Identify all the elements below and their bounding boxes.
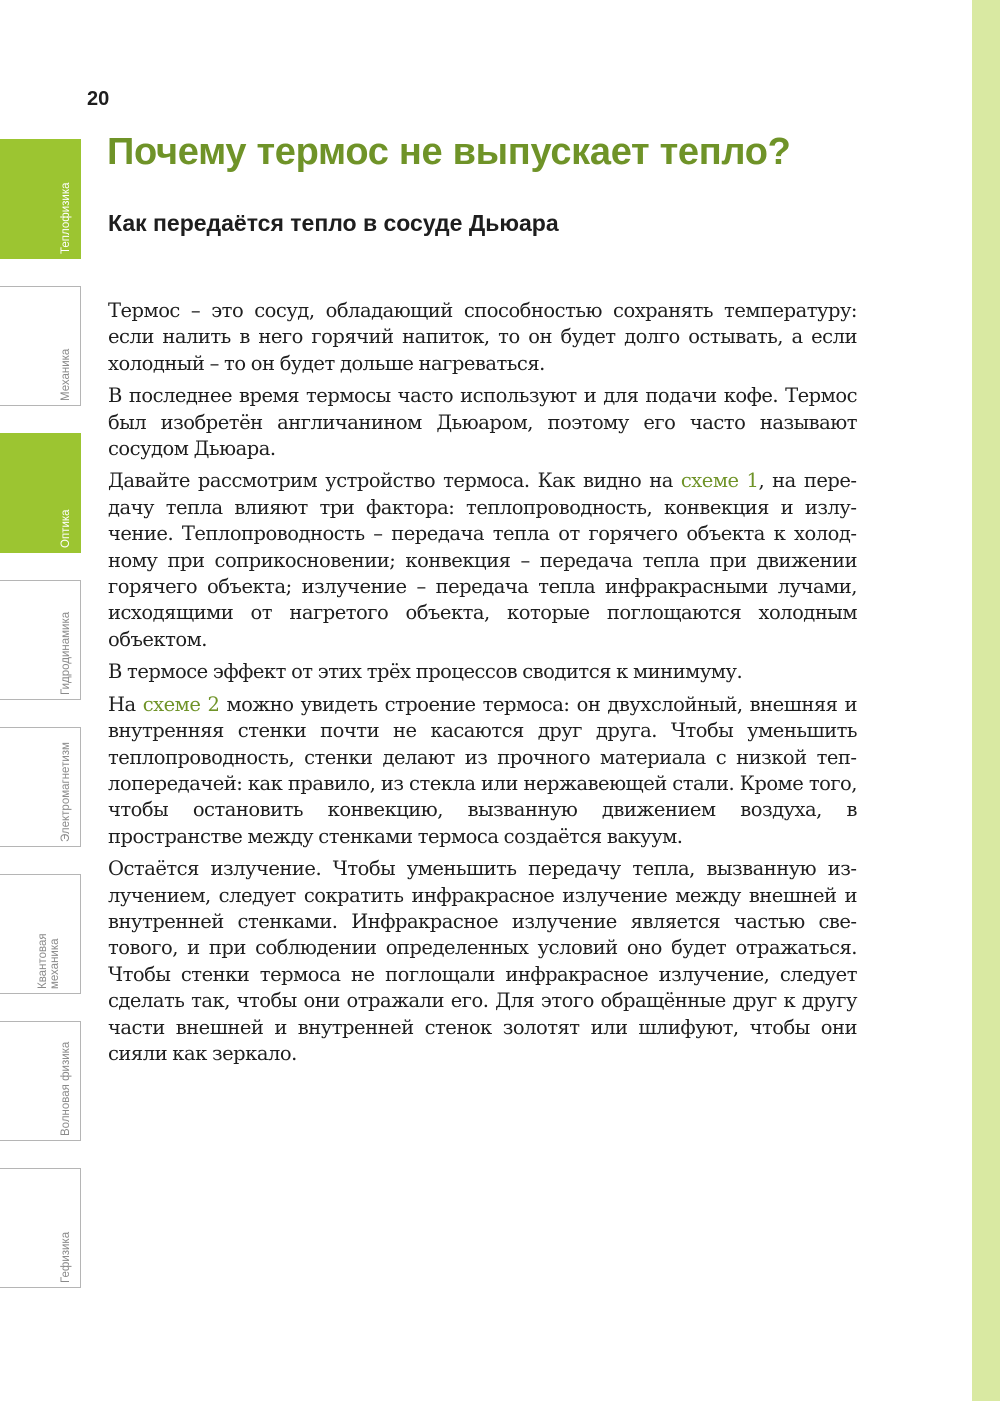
page-subtitle: Как передаётся тепло в сосуде Дьюара [108,210,559,236]
paragraph: В термосе эффект от этих трёх процессов сводится к минимуму. [108,660,743,684]
tab-label: Теплофизика [60,182,72,254]
tab-teplofizika[interactable] [0,139,81,259]
tab-gefizika[interactable] [0,1168,81,1288]
page-edge-stripe [972,0,1000,1401]
paragraph [108,692,857,850]
tab-label: Волновая физика [60,1041,72,1136]
tab-elektromagnetizm[interactable] [0,727,81,847]
paragraph: Остаётся излучение. Чтобы уменьшить передачу тепла, вызванную излучением, следует сократить инфракрасное излучение между внешней и внутренней стенками. Инфракрасное излучение является частью светового, и при соблюдении определенных условий оно будет отражаться. Чтобы стенки термоса не поглощали инфракрасное излучение, следует сделать так, чтобы они отражали его. Для этого обращённые друг к другу части внешней и внутренней стенок золотят или шлифуют, чтобы они сияли как зеркало. [108,857,857,1065]
paragraph-text: , на передачу тепла влияют три фактора: теплопроводность, конвекция и излучение. Теплопроводность – передача тепла от горячего объекта к холодному при соприкосновении; конвекция – передача тепла при движении горячего объекта; излучение – передача тепла инфракрасными лучами, исходящими от нагретого объекта, которые поглощаются холодным объектом. [108,469,857,651]
page-title: Почему термос не выпускает тепло? [107,131,791,173]
scheme-1-link[interactable]: схеме 1 [680,469,759,493]
tab-gidrodinamika[interactable] [0,580,81,700]
tab-label: Гефизика [60,1231,72,1283]
tab-kvantovaya-mekhanika[interactable] [0,874,81,994]
paragraph [108,468,857,653]
article-body [108,298,857,1073]
tab-mekhanika[interactable] [0,286,81,406]
paragraph: В последнее время термосы часто используют и для подачи кофе. Термос был изобретён англичанином Дьюаром, поэтому его часто называют сосудом Дьюара. [108,384,857,461]
paragraph-text: можно увидеть строение термоса: он двухслойный, внешняя и внутренняя стенки почти не касаются друг друга. Чтобы уменьшить теплопроводность, стенки делают из прочного материала с низкой теплопередачей: как правило, из стекла или нержавеющей стали. Кроме того, чтобы остановить конвекцию, вызванную движением воздуха, в пространстве между стенками термоса создаётся вакуум. [108,692,857,848]
scheme-2-link[interactable]: схеме 2 [142,692,220,716]
tab-volnovaya-fizika[interactable] [0,1021,81,1141]
paragraph: Термос – это сосуд, обладающий способностью сохранять температуру: если налить в него горячий напиток, то он будет долго остывать, а если холодный – то он будет дольше нагреваться. [108,299,857,375]
tab-label: Гидродинамика [60,611,72,695]
tab-label: Квантовая механика [37,933,61,989]
paragraph-text: На [108,692,143,716]
tab-label: Электромагнетизм [60,742,72,842]
paragraph-text: Давайте рассмотрим устройство термоса. Как видно на [108,469,681,493]
page-number: 20 [87,88,110,110]
tab-optika[interactable] [0,433,81,553]
tab-label: Оптика [60,509,72,548]
tab-label: Механика [60,348,72,401]
